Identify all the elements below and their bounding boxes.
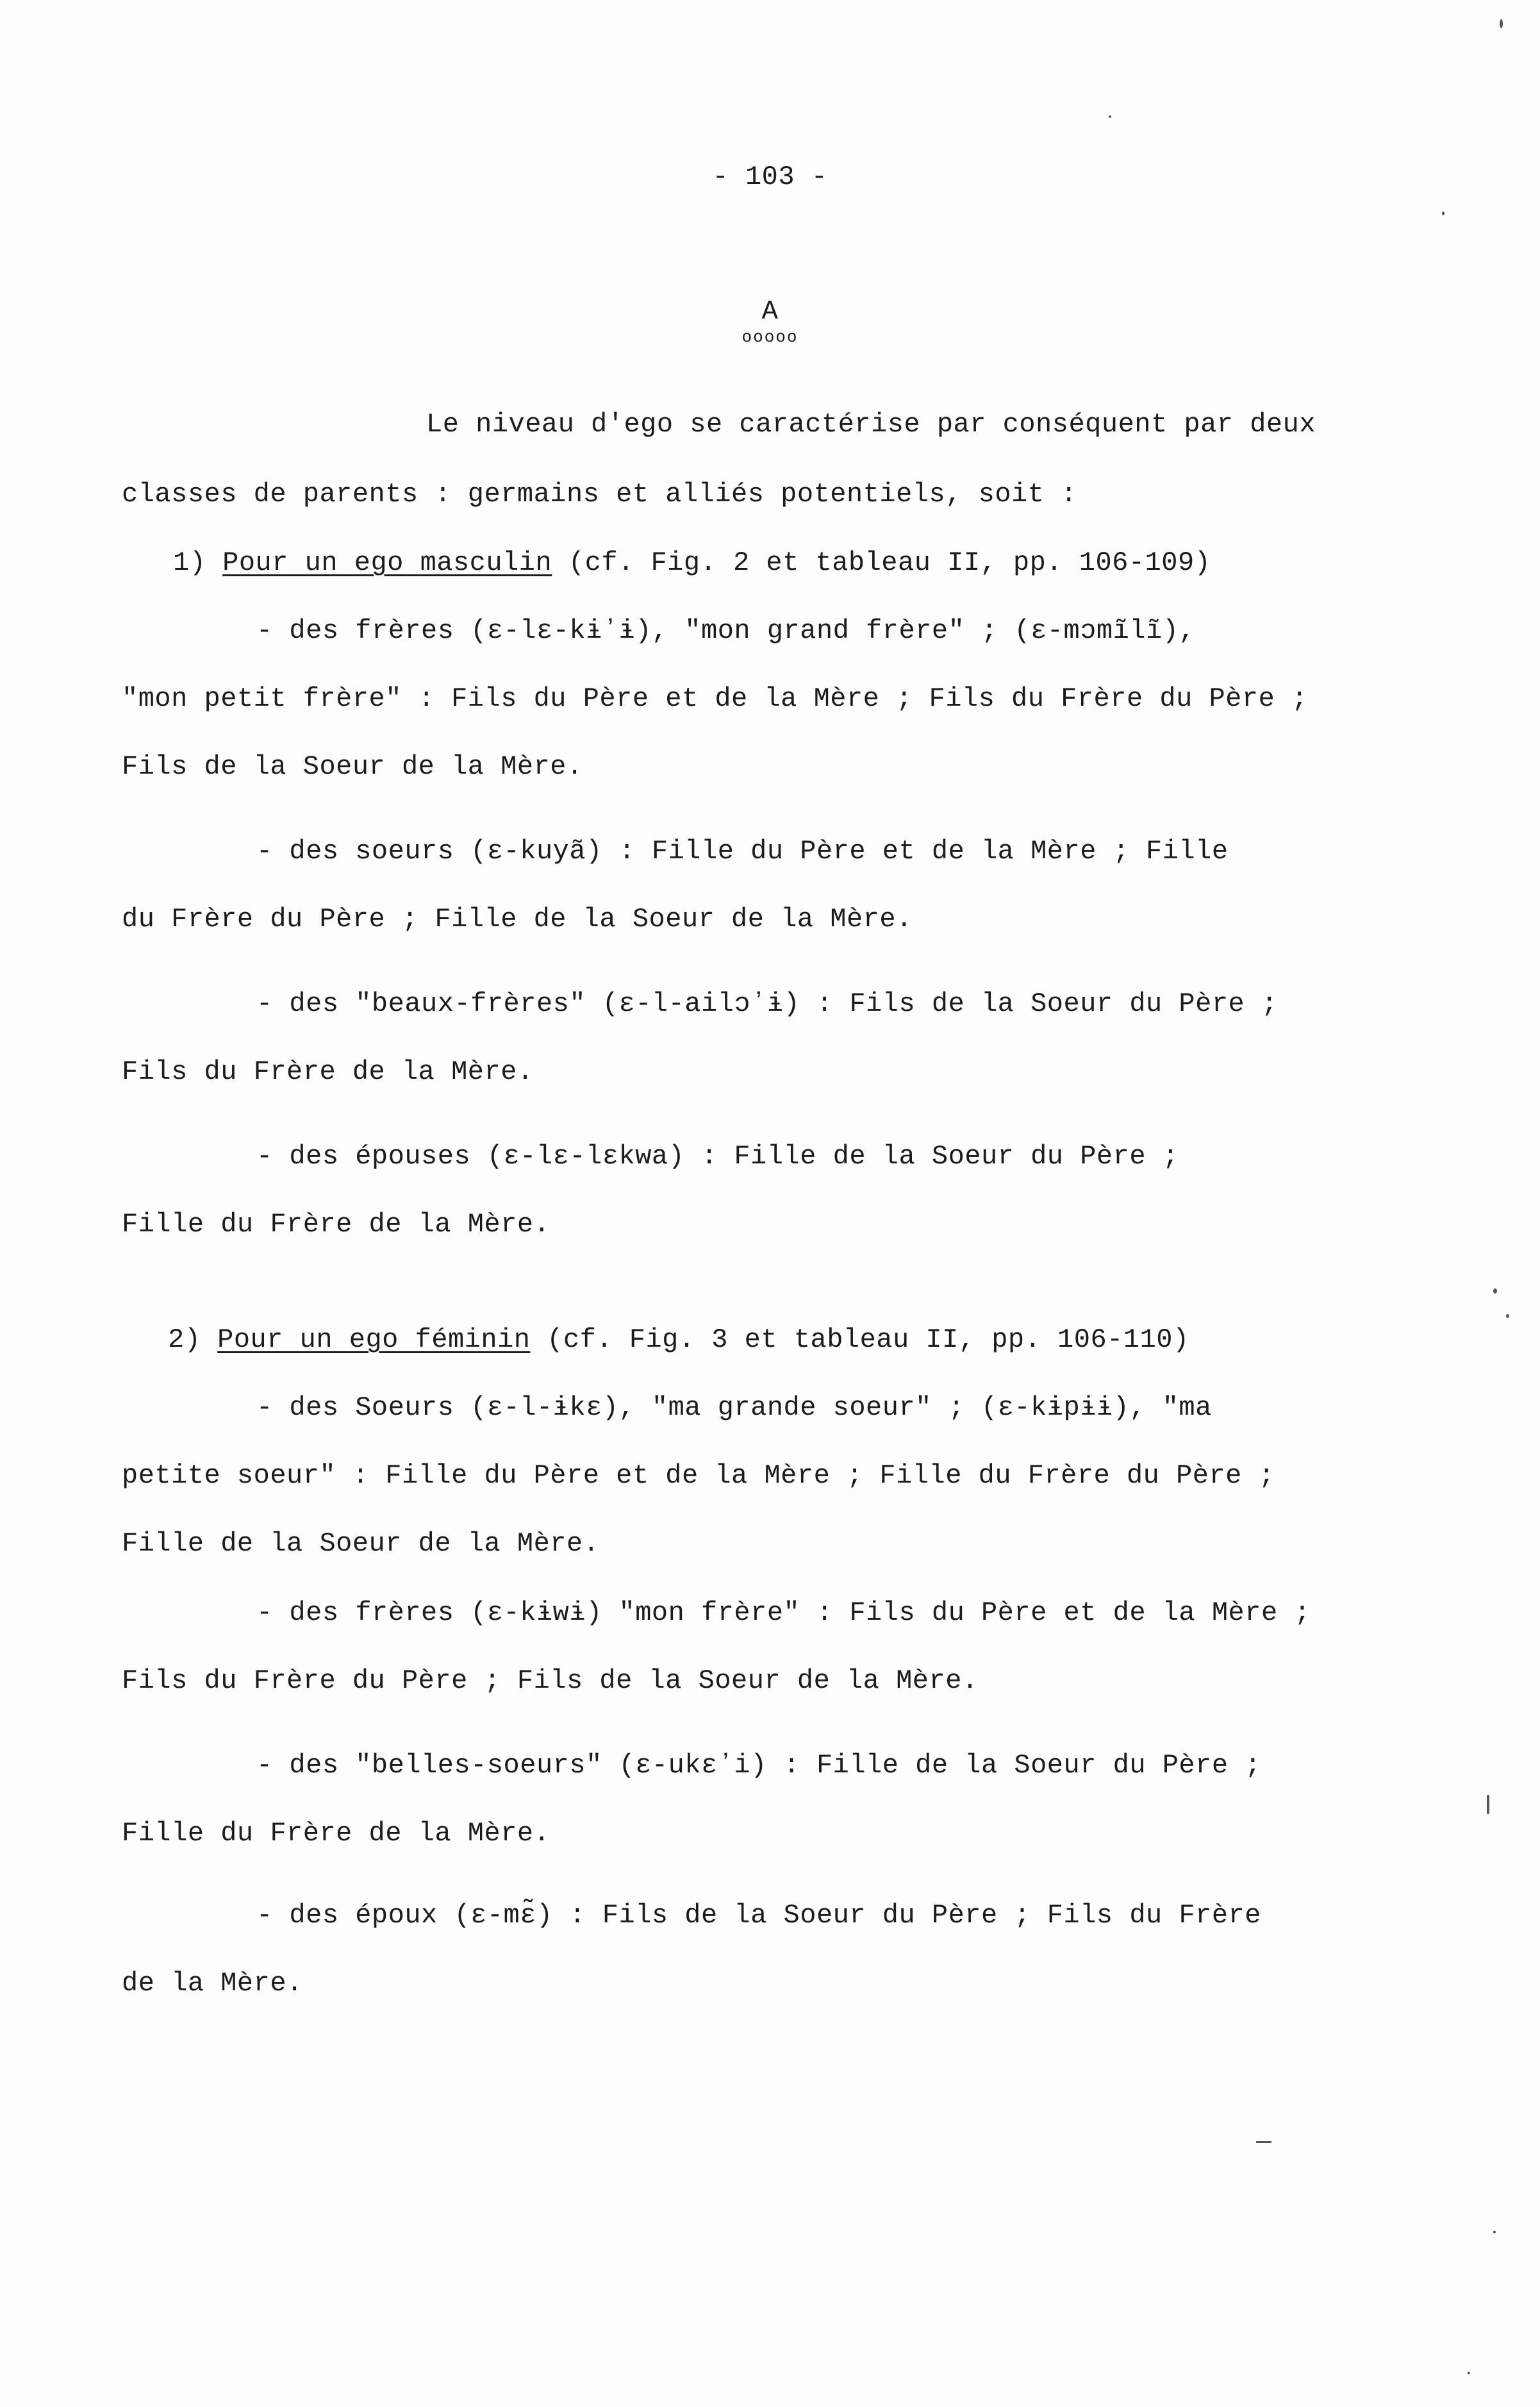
section-2-heading [168, 1323, 1189, 1356]
s2-item1-line2: petite soeur" : Fille du Père et de la Mère ; Fille du Frère du Père ; [122, 1460, 1275, 1491]
s1-item2-line2: du Frère du Père ; Fille de la Soeur de la Mère. [122, 904, 913, 935]
s2-item2-line2: Fils du Frère du Père ; Fils de la Soeur de la Mère. [122, 1665, 979, 1696]
s1-item2-line1: - des soeurs (ɛ-kuyã) : Fille du Père et de la Mère ; Fille [256, 836, 1229, 867]
scan-speck [1487, 1795, 1489, 1814]
s2-item3-line1: - des "belles-soeurs" (ɛ-ukɛʼi) : Fille de la Soeur du Père ; [256, 1750, 1261, 1781]
s1-item4-line1: - des épouses (ɛ-lɛ-lɛkwa) : Fille de la Soeur du Père ; [256, 1141, 1179, 1172]
section-1-number: 1) [173, 547, 223, 578]
scan-speck [1442, 212, 1445, 215]
scan-speck [1256, 2141, 1271, 2143]
s1-item3-line1: - des "beaux-frères" (ɛ-l-ailɔʼɨ) : Fils de la Soeur du Père ; [256, 988, 1278, 1019]
s2-item4-line1: - des époux (ɛ-mɛ̃) : Fils de la Soeur du Père ; Fils du Frère [256, 1900, 1261, 1931]
intro-line-1: Le niveau d'ego se caractérise par conséquent par deux [426, 409, 1316, 440]
intro-line-2: classes de parents : germains et alliés potentiels, soit : [122, 479, 1077, 510]
s1-item1-line3: Fils de la Soeur de la Mère. [122, 751, 583, 782]
scan-speck [1506, 1314, 1509, 1318]
s1-item1-line1: - des frères (ɛ-lɛ-kɨʼɨ), "mon grand frère" ; (ɛ-mɔmĩlĩ), [256, 615, 1196, 646]
section-1-ref: (cf. Fig. 2 et tableau II, pp. 106-109) [552, 547, 1211, 578]
page-number: - 103 - [712, 162, 828, 192]
scan-speck [1109, 115, 1111, 118]
scan-speck [1468, 2372, 1470, 2374]
s1-item4-line2: Fille du Frère de la Mère. [122, 1209, 551, 1240]
scan-speck [1493, 2231, 1496, 2233]
s2-item2-line1: - des frères (ɛ-kɨwɨ) "mon frère" : Fils du Père et de la Mère ; [256, 1597, 1311, 1628]
section-heading: A [761, 296, 779, 327]
scan-speck [1500, 19, 1503, 28]
heading-ornament: ooooo [741, 328, 799, 347]
scan-speck [1493, 1288, 1497, 1294]
s1-item3-line2: Fils du Frère de la Mère. [122, 1056, 534, 1087]
section-1-heading [173, 546, 1211, 579]
s2-item4-line2: de la Mère. [122, 1968, 303, 1999]
section-2-title: Pour un ego féminin [217, 1324, 531, 1355]
s2-item3-line2: Fille du Frère de la Mère. [122, 1818, 551, 1849]
section-2-ref: (cf. Fig. 3 et tableau II, pp. 106-110) [530, 1324, 1189, 1355]
s1-item1-line2: "mon petit frère" : Fils du Père et de la Mère ; Fils du Frère du Père ; [122, 683, 1308, 714]
s2-item1-line3: Fille de la Soeur de la Mère. [122, 1528, 600, 1559]
section-1-title: Pour un ego masculin [222, 547, 552, 578]
section-2-number: 2) [168, 1324, 218, 1355]
s2-item1-line1: - des Soeurs (ɛ-l-ɨkɛ), "ma grande soeur" ; (ɛ-kɨpɨɨ), "ma [256, 1392, 1212, 1423]
